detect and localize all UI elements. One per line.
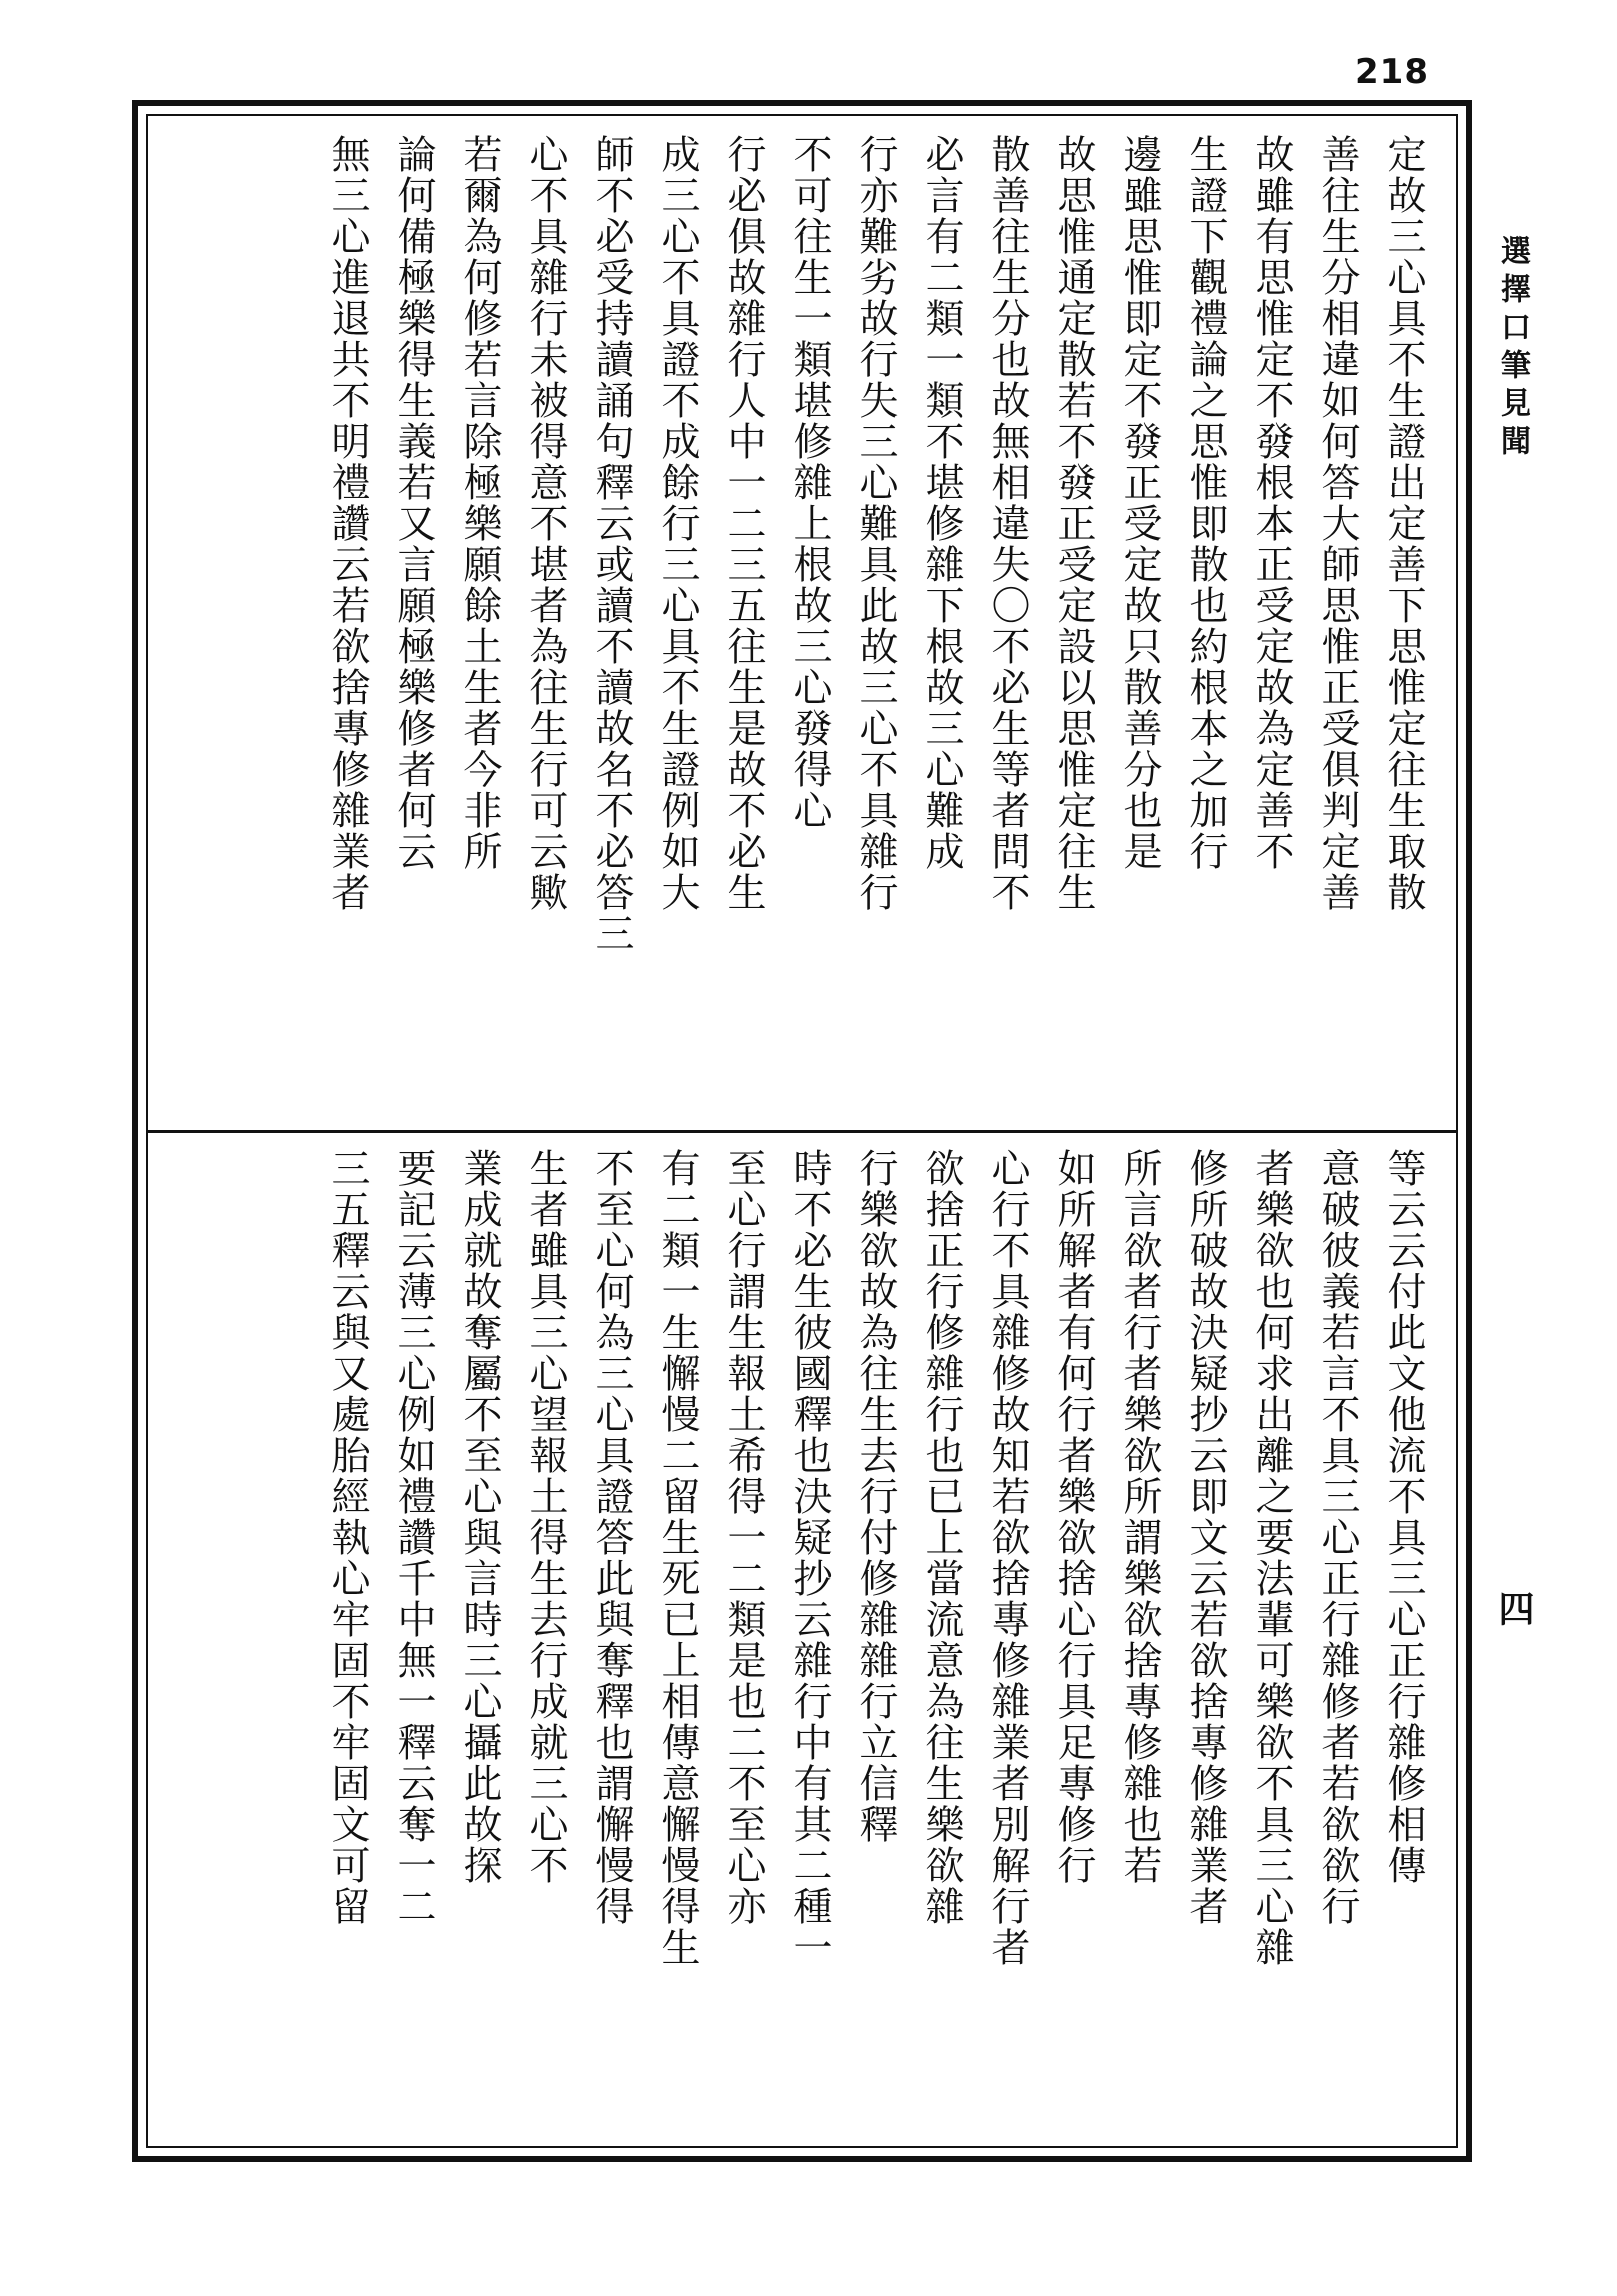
text-column: 師不必受持讀誦句釋云或讀不讀故名不必答三 <box>589 134 634 954</box>
text-column: 業成就故奪屬不至心與言時三心攝此故探 <box>457 1148 502 1886</box>
text-column: 三五釋云與又處胎經執心牢固不牢固文可留 <box>325 1148 370 1927</box>
text-column: 者樂欲也何求出離之要法輩可樂欲不具三心雜 <box>1249 1148 1294 1968</box>
side-section-mark: 四 <box>1493 1590 1534 1626</box>
text-column: 心不具雜行未被得意不堪者為往生行可云歟 <box>523 134 568 913</box>
text-column: 時不必生彼國釋也決疑抄云雜行中有其二種一 <box>787 1148 832 1968</box>
text-column: 要記云薄三心例如禮讚千中無一釋云奪一二 <box>391 1148 436 1927</box>
text-column: 故思惟通定散若不發正受定設以思惟定往生 <box>1051 134 1096 913</box>
text-column: 意破彼義若言不具三心正行雜修者若欲欲行 <box>1315 1148 1360 1927</box>
text-column: 定故三心具不生證出定善下思惟定往生取散 <box>1381 134 1426 913</box>
side-title: 選擇口筆見聞 <box>1495 235 1530 463</box>
text-column: 有二類一生懈慢二留生死已上相傳意懈慢得生 <box>655 1148 700 1968</box>
text-column: 如所解者有何行者樂欲捨心行具足專修行 <box>1051 1148 1096 1886</box>
text-column: 行亦難劣故行失三心難具此故三心不具雜行 <box>853 134 898 913</box>
text-column: 等云云付此文他流不具三心正行雜修相傳 <box>1381 1148 1426 1886</box>
text-column: 故雖有思惟定不發根本正受定故為定善不 <box>1249 134 1294 872</box>
text-column: 必言有二類一類不堪修雜下根故三心難成 <box>919 134 964 872</box>
text-column: 至心行謂生報土希得一二類是也二不至心亦 <box>721 1148 766 1927</box>
text-column: 若爾為何修若言除極樂願餘土生者今非所 <box>457 134 502 872</box>
text-column: 成三心不具證不成餘行三心具不生證例如大 <box>655 134 700 913</box>
text-column: 散善往生分也故無相違失〇不必生等者問不 <box>985 134 1030 913</box>
text-column: 無三心進退共不明禮讚云若欲捨專修雜業者 <box>325 134 370 913</box>
page-number: 218 <box>1355 52 1429 92</box>
text-column: 論何備極樂得生義若又言願極樂修者何云 <box>391 134 436 872</box>
text-column: 生者雖具三心望報土得生去行成就三心不 <box>523 1148 568 1886</box>
lower-text-block <box>168 1148 1436 2158</box>
text-column: 修所破故決疑抄云即文云若欲捨專修雜業者 <box>1183 1148 1228 1927</box>
page-frame-inner <box>146 114 1458 2148</box>
text-column: 生證下觀禮論之思惟即散也約根本之加行 <box>1183 134 1228 872</box>
text-column: 心行不具雜修故知若欲捨專修雜業者別解行者 <box>985 1148 1030 1968</box>
text-column: 所言欲者行者樂欲所謂樂欲捨專修雜也若 <box>1117 1148 1162 1886</box>
text-column: 善往生分相違如何答大師思惟正受俱判定善 <box>1315 134 1360 913</box>
page-frame <box>132 100 1472 2162</box>
text-column: 行樂欲故為往生去行付修雜雜行立信釋 <box>853 1148 898 1845</box>
text-column: 不至心何為三心具證答此與奪釋也謂懈慢得 <box>589 1148 634 1927</box>
text-column: 不可往生一類堪修雜上根故三心發得心 <box>787 134 832 831</box>
text-column: 行必俱故雜行人中一二三五往生是故不必生 <box>721 134 766 913</box>
section-divider <box>148 1130 1456 1133</box>
text-column: 邊雖思惟即定不發正受定故只散善分也是 <box>1117 134 1162 872</box>
text-column: 欲捨正行修雜行也已上當流意為往生樂欲雜 <box>919 1148 964 1927</box>
upper-text-block <box>168 134 1436 1116</box>
